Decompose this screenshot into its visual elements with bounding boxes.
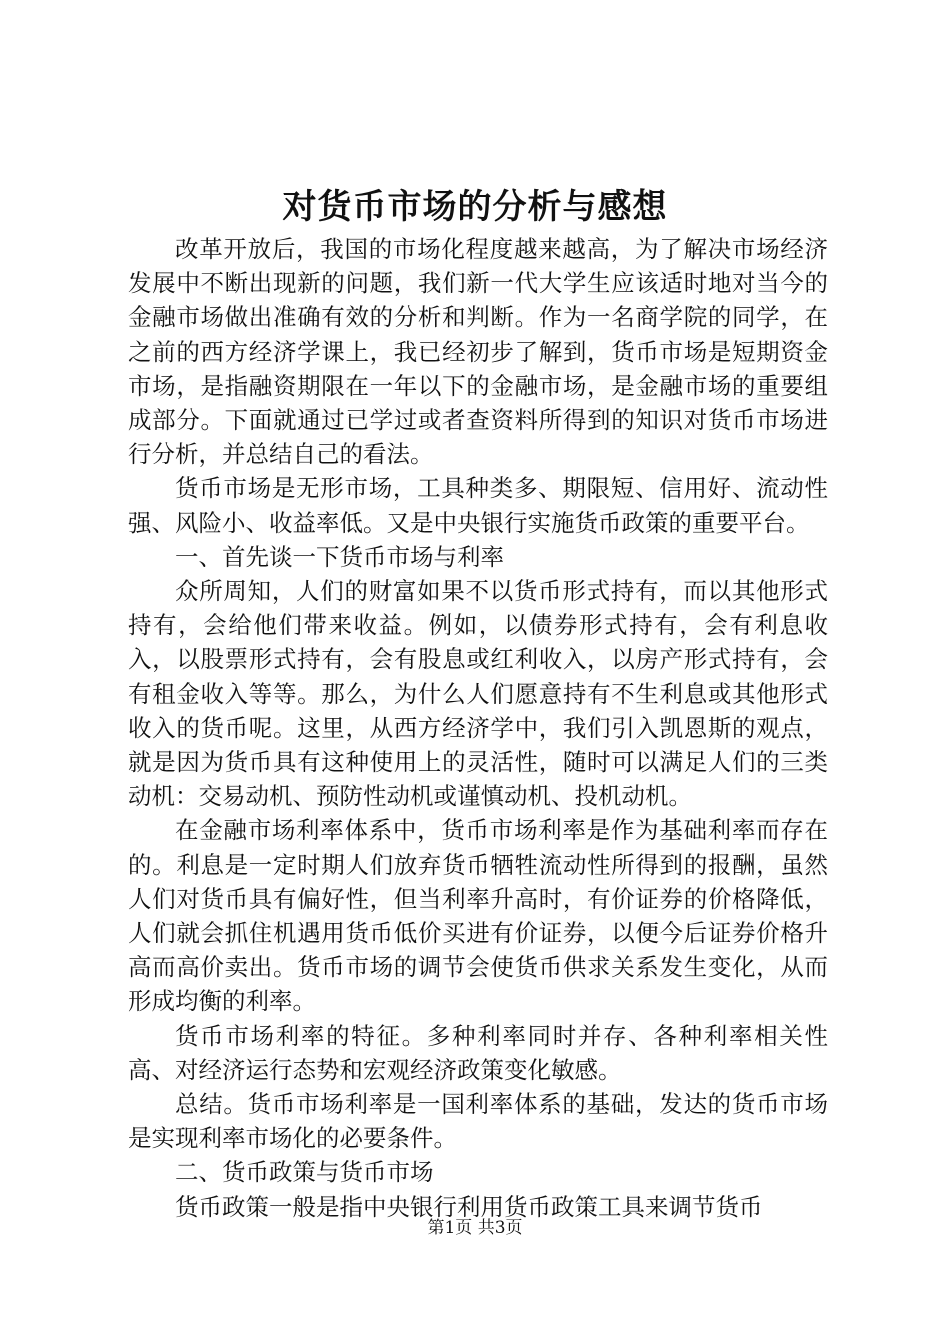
document-body xyxy=(128,232,828,1224)
page-footer: 第1页 共3页 xyxy=(427,1218,523,1238)
section-heading-2: 二、货币政策与货币市场 xyxy=(175,1158,434,1187)
paragraph-interest-system: 在金融市场利率体系中，货币市场利率是作为基础利率而存在的。利息是一定时期人们放弃货币牺牲流动性所得到的报酬，虽然人们对货币具有偏好性，但当利率升高时，有价证券的价格降低，人们就会抓住机遇用货币低价买进有价证券，以便今后证券价格升高而高价卖出。货币市场的调节会使货币供求关系发生变化，从而形成均衡的利率。 xyxy=(128,816,828,1016)
section-heading-1: 一、首先谈一下货币市场与利率 xyxy=(175,542,504,571)
paragraph-intro: 改革开放后，我国的市场化程度越来越高，为了解决市场经济发展中不断出现新的问题，我们新一代大学生应该适时地对当今的金融市场做出准确有效的分析和判断。作为一名商学院的同学，在之前的西方经济学课上，我已经初步了解到，货币市场是短期资金市场，是指融资期限在一年以下的金融市场，是金融市场的重要组成部分。下面就通过已学过或者查资料所得到的知识对货币市场进行分析，并总结自己的看法。 xyxy=(128,235,828,469)
paragraph-market-features: 货币市场是无形市场，工具种类多、期限短、信用好、流动性强、风险小、收益率低。又是中央银行实施货币政策的重要平台。 xyxy=(128,474,828,537)
paragraph-rate-features: 货币市场利率的特征。多种利率同时并存、各种利率相关性高、对经济运行态势和宏观经济政策变化敏感。 xyxy=(128,1021,828,1084)
paragraph-keynes-motives: 众所周知，人们的财富如果不以货币形式持有，而以其他形式持有，会给他们带来收益。例如，以债券形式持有，会有利息收入，以股票形式持有，会有股息或红利收入，以房产形式持有，会有租金收入等等。那么，为什么人们愿意持有不生利息或其他形式收入的货币呢。这里，从西方经济学中，我们引入凯恩斯的观点，就是因为货币具有这种使用上的灵活性，随时可以满足人们的三类动机：交易动机、预防性动机或谨慎动机、投机动机。 xyxy=(128,577,828,811)
page-title: 对货币市场的分析与感想 xyxy=(282,187,668,227)
paragraph-monetary-policy: 货币政策一般是指中央银行利用货币政策工具来调节货币 xyxy=(175,1192,763,1221)
paragraph-summary: 总结。货币市场利率是一国利率体系的基础，发达的货币市场是实现利率市场化的必要条件。 xyxy=(128,1090,828,1153)
